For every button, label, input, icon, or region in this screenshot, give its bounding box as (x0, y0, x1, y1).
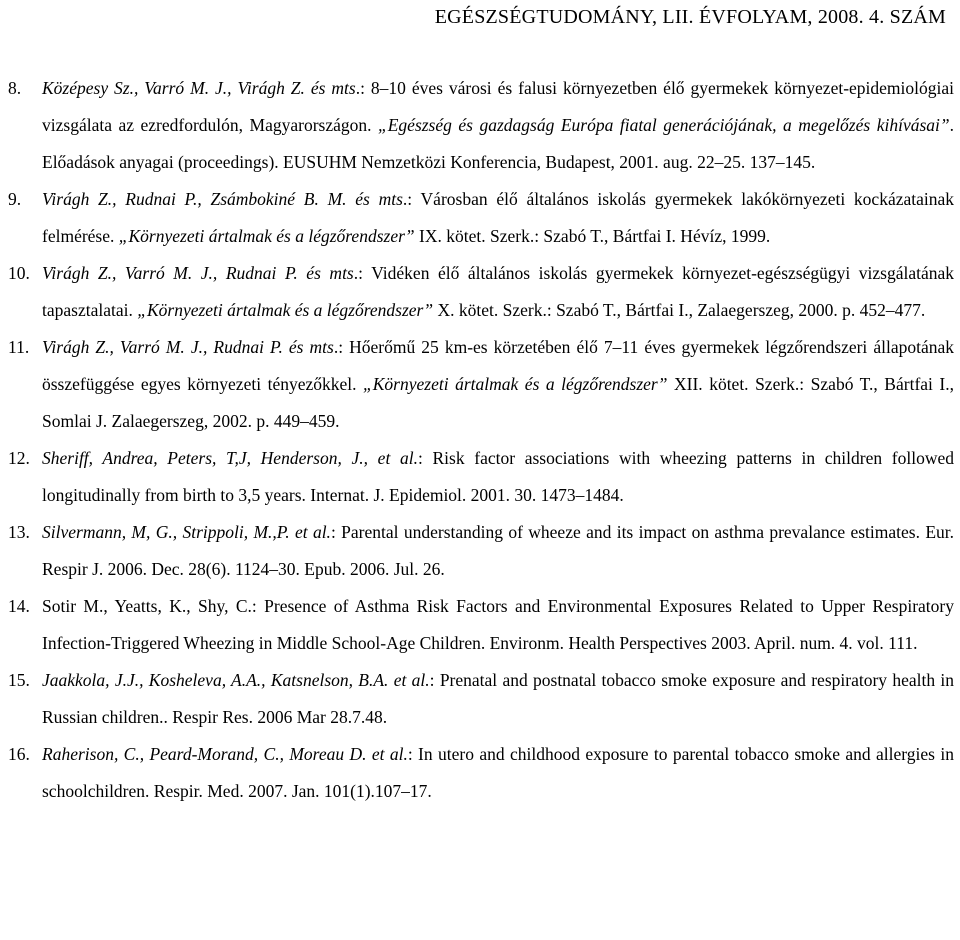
reference-series-title: „Környezeti ártalmak és a légzőrendszer” (118, 226, 415, 246)
reference-authors: Virágh Z., Rudnai P., Zsámbokiné B. M. és mts (42, 189, 403, 209)
reference-item (8, 70, 954, 181)
reference-number: 12. (8, 448, 30, 468)
reference-number: 16. (8, 744, 30, 764)
reference-text: .: Hőerőmű 25 km-es körzetében élő 7–11 éves gyermekek légzőrendszeri állapotának összefüggése egyes környezeti tényezőkkel. (42, 337, 955, 394)
reference-text: : Risk factor associations with wheezing patterns in children followed longitudinally from birth to 3,5 years. Internat. J. Epidemiol. 2001. 30. 1473–1484. (42, 448, 954, 505)
reference-series-title: „Környezeti ártalmak és a légzőrendszer” (363, 374, 668, 394)
reference-text: X. kötet. Szerk.: Szabó T., Bártfai I., Zalaegerszeg, 2000. p. 452–477. (433, 300, 926, 320)
reference-text: . Előadások anyagai (proceedings). EUSUHM Nemzetközi Konferencia, Budapest, 2001. aug. 22–25. 137–145. (42, 115, 954, 172)
reference-text: XII. kötet. Szerk.: Szabó T., Bártfai I., Somlai J. Zalaegerszeg, 2002. p. 449–459. (42, 374, 954, 431)
reference-text: : Prenatal and postnatal tobacco smoke exposure and respiratory health in Russian children.. Respir Res. 2006 Mar 28.7.48. (42, 670, 954, 727)
reference-authors: Virágh Z., Varró M. J., Rudnai P. és mts (42, 337, 334, 357)
reference-item (8, 440, 954, 514)
reference-text: .: Vidéken élő általános iskolás gyermekek környezet-egészségügyi vizsgálatának tapasztalatai. (42, 263, 954, 320)
reference-item (8, 514, 954, 588)
reference-text: : In utero and childhood exposure to parental tobacco smoke and allergies in schoolchildren. Respir. Med. 2007. Jan. 101(1).107–17. (42, 744, 954, 801)
reference-item (8, 588, 954, 662)
reference-authors: Silvermann, M, G., Strippoli, M.,P. et al. (42, 522, 331, 542)
reference-item (8, 662, 954, 736)
reference-text: Sotir M., Yeatts, K., Shy, C.: Presence of Asthma Risk Factors and Environmental Exposures Related to Upper Respiratory Infection-Triggered Wheezing in Middle School-Age Children. Environm. Health Perspectives 2003. April. num. 4. vol. 111. (42, 596, 954, 653)
reference-authors: Raherison, C., Peard-Morand, C., Moreau D. et al. (42, 744, 408, 764)
reference-series-title: „Környezeti ártalmak és a légzőrendszer” (137, 300, 434, 320)
reference-text: .: 8–10 éves városi és falusi környezetben élő gyermekek környezet-epidemiológiai vizsgálata az ezredfordulón, Magyarországon. (42, 78, 954, 135)
reference-number: 13. (8, 522, 30, 542)
reference-text: : Parental understanding of wheeze and its impact on asthma prevalance estimates. Eur. Respir J. 2006. Dec. 28(6). 1124–30. Epub. 2006. Jul. 26. (42, 522, 954, 579)
reference-item (8, 255, 954, 329)
reference-item (8, 329, 954, 440)
reference-number: 10. (8, 263, 30, 283)
reference-number: 14. (8, 596, 30, 616)
reference-authors: Sheriff, Andrea, Peters, T,J, Henderson, J., et al. (42, 448, 418, 468)
reference-number: 15. (8, 670, 30, 690)
reference-authors: Középesy Sz., Varró M. J., Virágh Z. és mts (42, 78, 356, 98)
reference-number: 11. (8, 337, 30, 357)
running-header: EGÉSZSÉGTUDOMÁNY, LII. ÉVFOLYAM, 2008. 4. SZÁM (434, 6, 946, 28)
reference-authors: Virágh Z., Varró M. J., Rudnai P. és mts (42, 263, 354, 283)
reference-item (8, 736, 954, 810)
reference-item (8, 181, 954, 255)
reference-list (8, 70, 954, 810)
reference-series-title: „Egészség és gazdagság Európa fiatal generációjának, a megelőzés kihívásai” (378, 115, 950, 135)
reference-number: 8. (8, 78, 22, 98)
reference-authors: Jaakkola, J.J., Kosheleva, A.A., Katsnelson, B.A. et al. (42, 670, 430, 690)
reference-text: IX. kötet. Szerk.: Szabó T., Bártfai I. Hévíz, 1999. (414, 226, 771, 246)
reference-text: .: Városban élő általános iskolás gyermekek lakókörnyezeti kockázatainak felmérése. (42, 189, 954, 246)
reference-number: 9. (8, 189, 22, 209)
